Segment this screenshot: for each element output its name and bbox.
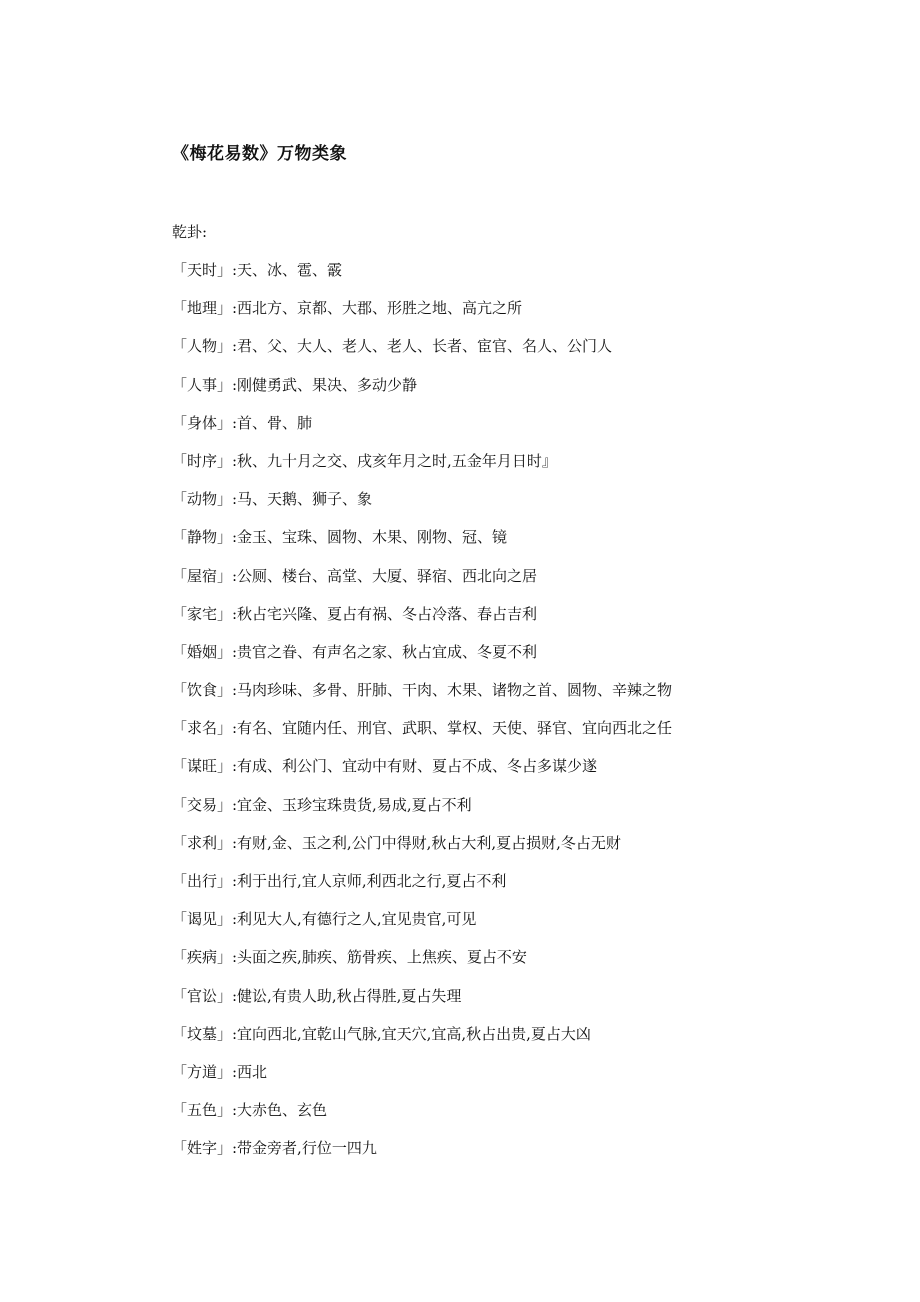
entry-line: 「求利」:有财,金、玉之利,公门中得财,秋占大利,夏占损财,冬占无财 [172, 833, 621, 852]
document-title: 《梅花易数》万物类象 [172, 144, 347, 164]
entry-line: 「坟墓」:宜向西北,宜乾山气脉,宜天穴,宜高,秋占出贵,夏占大凶 [172, 1024, 591, 1043]
entry-line: 「官讼」:健讼,有贵人助,秋占得胜,夏占失理 [172, 986, 462, 1005]
entry-line: 「动物」:马、天鹅、狮子、象 [172, 490, 373, 509]
entry-line: 「方道」:西北 [172, 1062, 268, 1081]
entry-line: 「家宅」:秋占宅兴隆、夏占有祸、冬占冷落、春占吉利 [172, 604, 538, 623]
entry-line: 「姓字」:带金旁者,行位一四九 [172, 1139, 377, 1158]
entry-line: 「饮食」:马肉珍味、多骨、肝肺、干肉、木果、诸物之首、圆物、辛辣之物 [172, 681, 673, 700]
entry-list [172, 258, 892, 1175]
entry-line: 「疾病」:头面之疾,肺疾、筋骨疾、上焦疾、夏占不安 [172, 948, 527, 967]
entry-line: 「人物」:君、父、大人、老人、老人、长者、宦官、名人、公门人 [172, 337, 613, 356]
entry-line: 「人事」:刚健勇武、果决、多动少静 [172, 375, 418, 394]
entry-line: 「地理」:西北方、京都、大郡、形胜之地、高亢之所 [172, 299, 523, 318]
entry-line: 「天时」:天、冰、雹、霰 [172, 261, 343, 279]
entry-line: 「五色」:大赤色、玄色 [172, 1101, 328, 1120]
entry-line: 「交易」:宜金、玉珍宝珠贵货,易成,夏占不利 [172, 795, 472, 814]
entry-line: 「静物」:金玉、宝珠、圆物、木果、刚物、冠、镜 [172, 528, 508, 547]
entry-line: 「出行」:利于出行,宜人京师,利西北之行,夏占不利 [172, 872, 507, 890]
entry-line: 「谒见」:利见大人,有德行之人,宜见贵官,可见 [172, 910, 477, 929]
entry-line: 「时序」:秋、九十月之交、戌亥年月之时,五金年月日时』 [172, 451, 557, 470]
entry-line: 「谋旺」:有成、利公门、宜动中有财、夏占不成、冬占多谋少遂 [172, 757, 598, 776]
entry-line: 「身体」:首、骨、肺 [172, 413, 313, 432]
section-heading: 乾卦: [172, 223, 208, 241]
entry-line: 「婚姻」:贵官之眷、有声名之家、秋占宜成、冬夏不利 [172, 642, 538, 661]
entry-line: 「求名」:有名、宜随内任、刑官、武职、掌权、天使、驿官、宜向西北之任 [172, 719, 673, 738]
entry-line: 「屋宿」:公厕、楼台、高堂、大厦、驿宿、西北向之居 [172, 566, 538, 585]
